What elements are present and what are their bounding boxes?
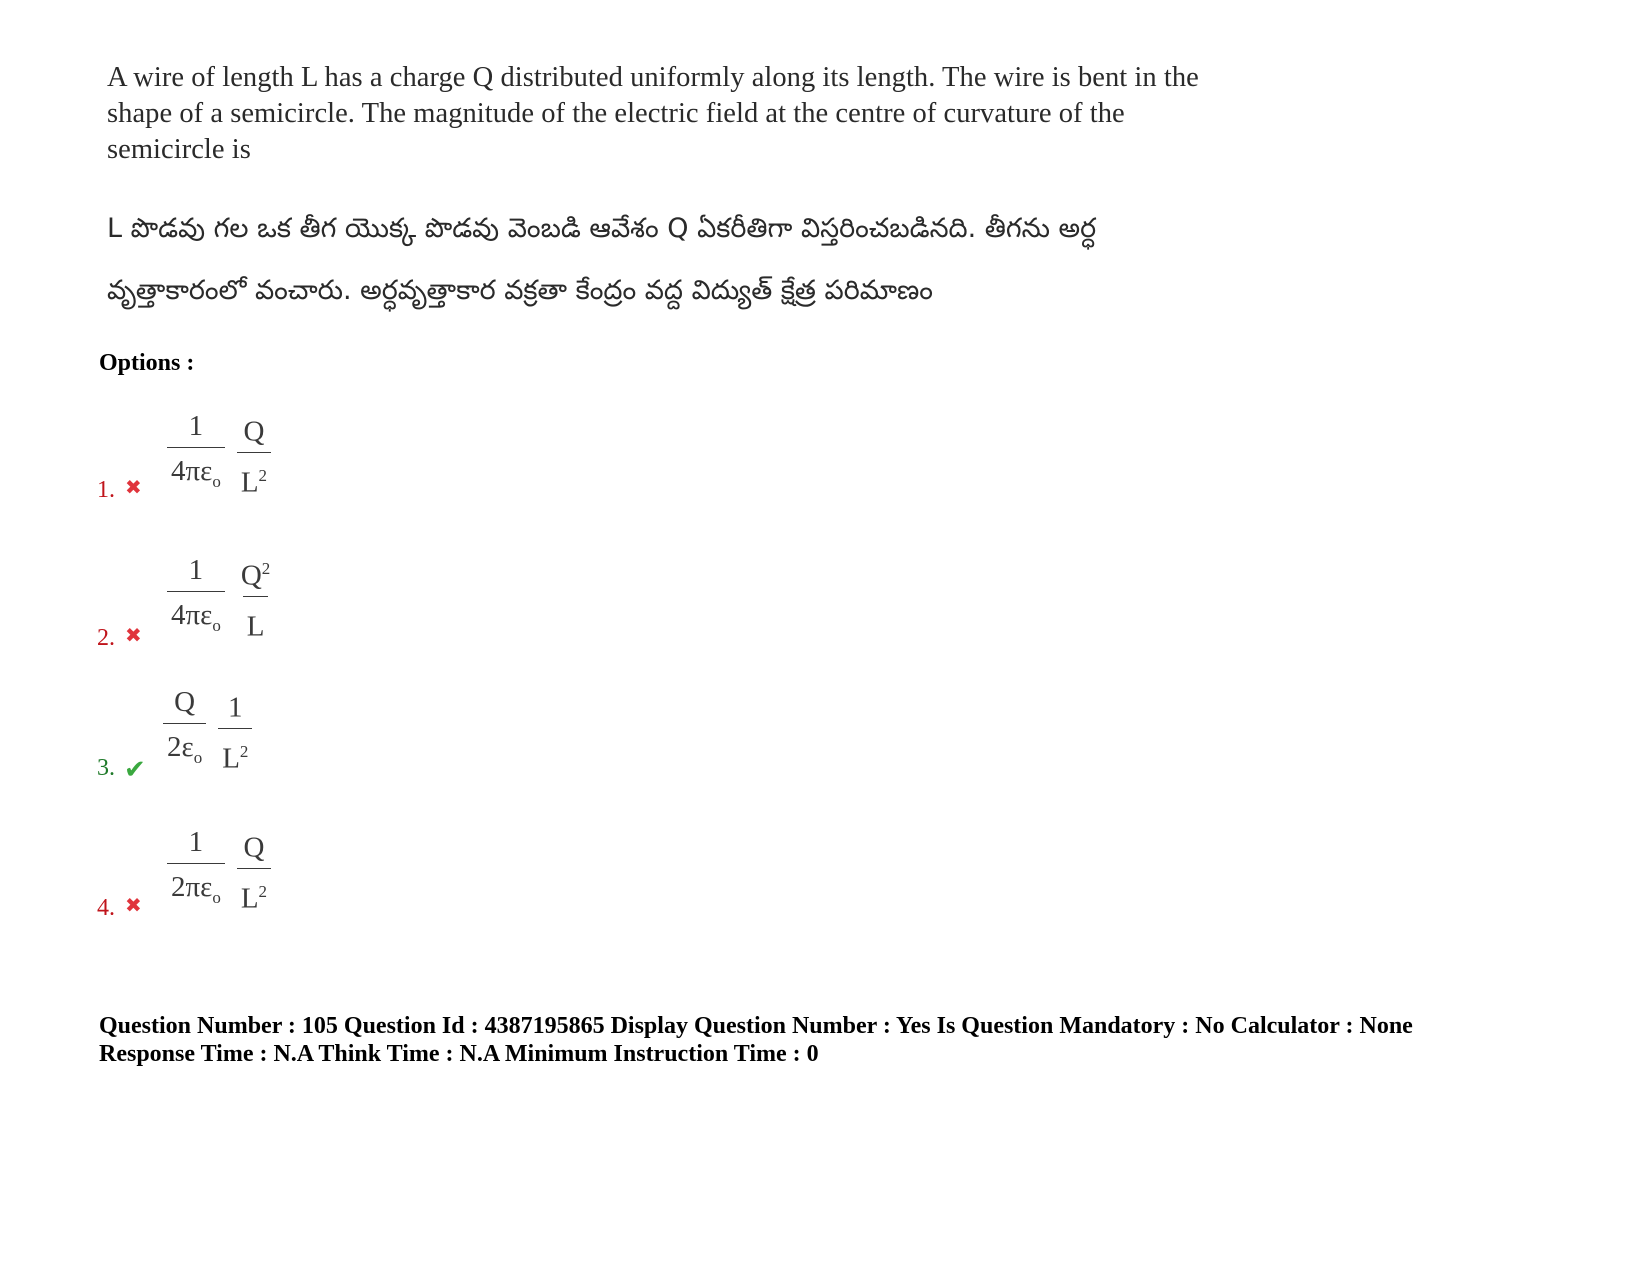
option-number: 2. <box>97 625 115 651</box>
fraction-2 <box>237 552 274 644</box>
numerator: 1 <box>188 553 204 586</box>
fraction-1 <box>167 825 225 915</box>
fraction-2 <box>237 408 271 500</box>
cross-icon: ✖ <box>125 895 142 917</box>
question-text-telugu: L పొడవు గల ఒక తీగ యొక్క పొడవు వెంబడి ఆవేశం Q ఏకరీతిగా విస్తరించబడినది. తీగను అర్ధ వృత్తాకారంలో వంచారు. అర్ధవృత్తాకార వక్రతా కేంద్రం వద్ద విద్యుత్ క్షేత్ర పరిమాణం <box>107 213 1097 306</box>
denominator: $L^2$ <box>237 868 271 916</box>
option-number: 1. <box>97 477 115 503</box>
question-metadata <box>99 1012 1413 1068</box>
options-label: Options : <box>99 350 195 376</box>
numerator: 1 <box>228 691 243 724</box>
option-3 <box>97 670 497 784</box>
denominator: $L^2$ <box>237 452 271 500</box>
denominator: $L^2$ <box>218 728 252 776</box>
option-number: 4. <box>97 895 115 921</box>
option-1 <box>97 392 497 502</box>
cross-icon: ✖ <box>125 625 142 647</box>
fraction-1 <box>163 685 206 775</box>
fraction-1 <box>167 409 225 499</box>
denominator: $2\pi\varepsilon_o$ <box>167 863 225 915</box>
option-number: 3. <box>97 755 115 781</box>
option-2 <box>97 540 497 650</box>
denominator: $4\pi\varepsilon_o$ <box>167 447 225 499</box>
option-formula <box>167 824 283 916</box>
fraction-1 <box>167 553 225 643</box>
denominator: $2\varepsilon_o$ <box>163 723 206 775</box>
option-formula <box>167 408 283 500</box>
numerator: 1 <box>188 409 204 442</box>
numerator: Q <box>243 831 265 864</box>
denominator: $4\pi\varepsilon_o$ <box>167 591 225 643</box>
option-4 <box>97 810 497 920</box>
numerator: Q <box>243 415 265 448</box>
question-text-english: A wire of length L has a charge Q distributed uniformly along its length. The wire is bent in the shape of a semicircle. The magnitude of the electric field at the centre of curvature of the semicircle is <box>107 62 1199 165</box>
fraction-2 <box>218 684 252 776</box>
question-image <box>97 60 1207 322</box>
cross-icon: ✖ <box>125 477 142 499</box>
metadata-line-1: Question Number : 105 Question Id : 4387195865 Display Question Number : Yes Is Question Mandatory : No Calculator : None <box>99 1013 1413 1039</box>
check-icon: ✔ <box>124 755 146 784</box>
metadata-line-2: Response Time : N.A Think Time : N.A Minimum Instruction Time : 0 <box>99 1041 819 1067</box>
numerator: $Q^2$ <box>240 558 271 592</box>
numerator: 1 <box>188 825 204 858</box>
denominator: L <box>243 596 269 644</box>
option-formula <box>167 552 286 644</box>
option-formula <box>163 684 264 776</box>
numerator: Q <box>174 685 196 718</box>
fraction-2 <box>237 824 271 916</box>
